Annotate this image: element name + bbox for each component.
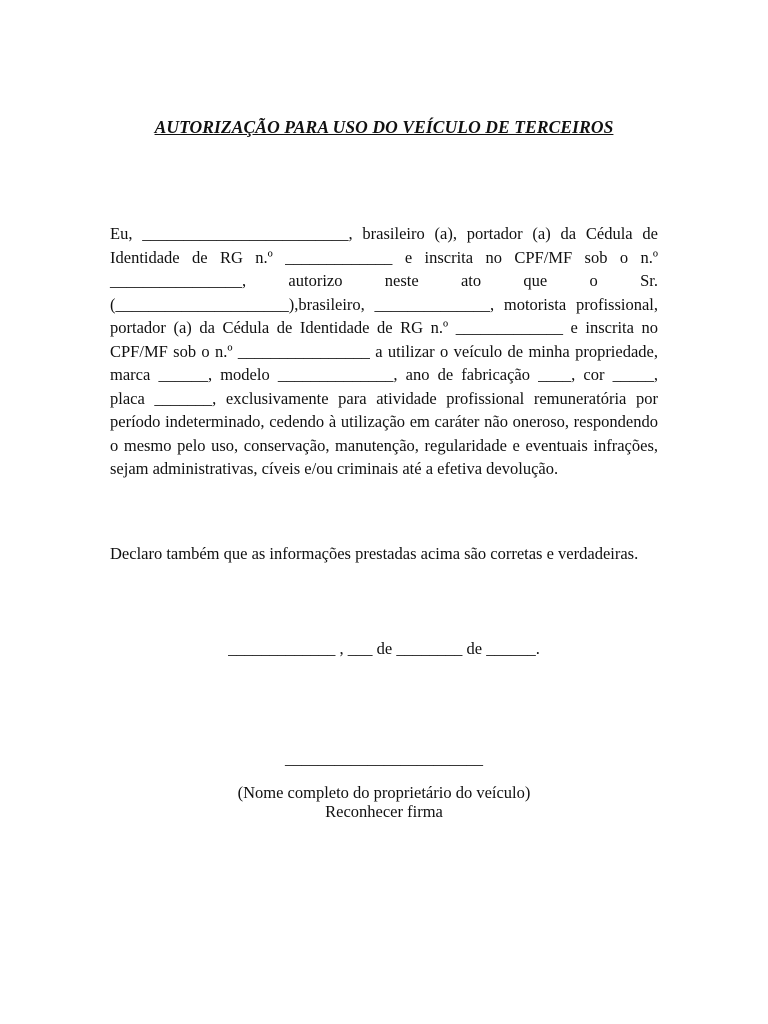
declaration-paragraph: Declaro também que as informações prestadas acima são corretas e verdadeiras. bbox=[110, 544, 639, 563]
signature-caption: (Nome completo do proprietário do veículo) bbox=[237, 783, 531, 802]
authorization-paragraph: Eu, _________________________, brasileiro (a), portador (a) da Cédula de Identidade de RG n.º _____________ e inscrita no CPF/MF sob o n.º ________________, autorizo neste ato que o Sr. (_____________________),brasileiro, ______________, motorista profissional, portador (a) da Cédula de Identidade de RG n.º _____________ e inscrita no CPF/MF sob o n.º ________________ a utilizar o veículo de minha propriedade, marca ______, modelo ______________, ano de fabricação ____, cor _____, placa _______, exclusivamente para atividade profissional remuneratória por período indeterminado, cedendo à utilização em caráter não oneroso, respondendo o mesmo pelo uso, conservação, manutenção, regularidade e eventuais infrações, sejam administrativas, cíveis e/ou criminais até a efetiva devolução. bbox=[110, 224, 658, 478]
document-title: AUTORIZAÇÃO PARA USO DO VEÍCULO DE TERCEIROS bbox=[154, 117, 614, 137]
signature-line: ________________________ bbox=[285, 749, 483, 768]
date-place-line: _____________ , ___ de ________ de ______. bbox=[228, 639, 540, 658]
notarize-note: Reconhecer firma bbox=[325, 802, 443, 821]
